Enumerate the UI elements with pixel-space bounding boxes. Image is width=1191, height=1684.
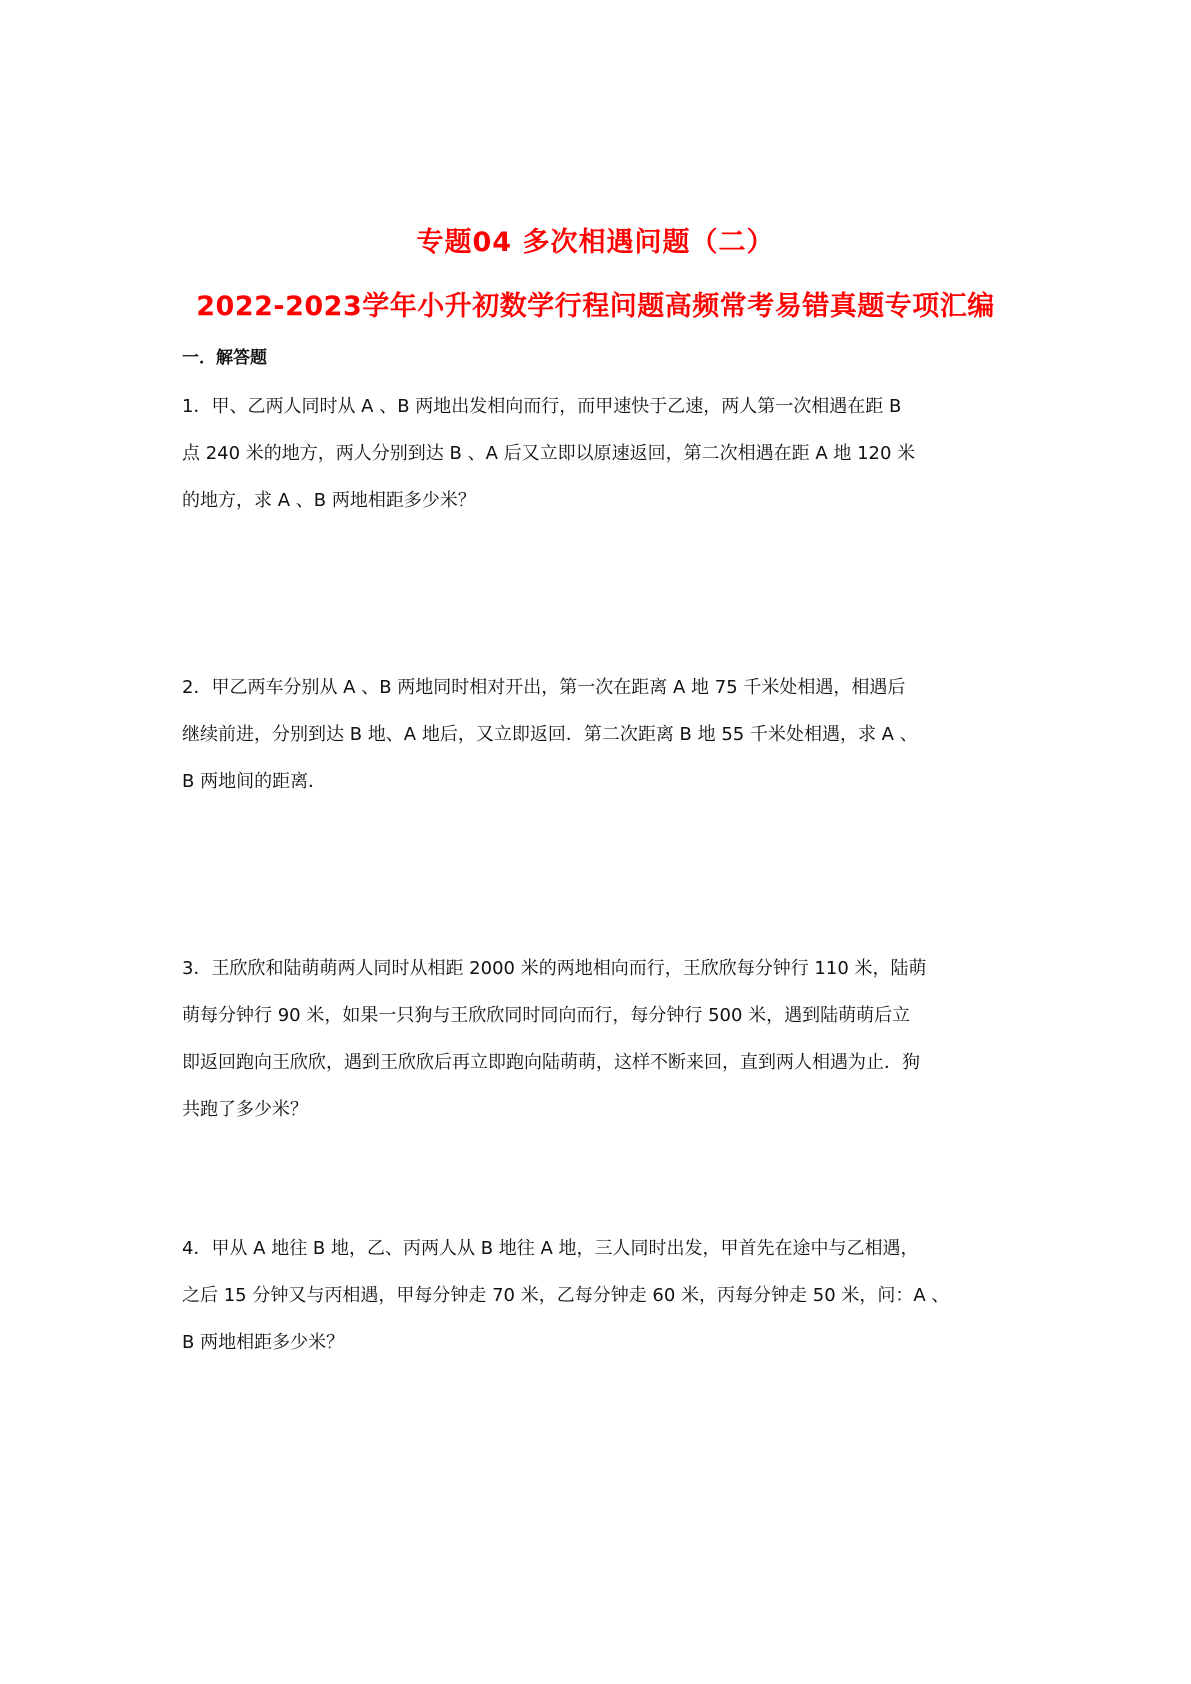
question-line: 1．甲、乙两人同时从 A 、B 两地出发相向而行，而甲速快于乙速，两人第一次相遇在距 B — [182, 396, 902, 417]
question-line: 的地方，求 A 、B 两地相距多少米？ — [182, 490, 476, 511]
question-line: 之后 15 分钟又与丙相遇，甲每分钟走 70 米，乙每分钟走 60 米，丙每分钟走 50 米，问：A 、 — [182, 1285, 950, 1306]
section-heading: 一．解答题 — [182, 348, 267, 368]
question-line: 2．甲乙两车分别从 A 、B 两地同时相对开出，第一次在距离 A 地 75 千米处相遇，相遇后 — [182, 677, 906, 698]
question-line: 即返回跑向王欣欣，遇到王欣欣后再立即跑向陆萌萌，这样不断来回，直到两人相遇为止．狗 — [182, 1052, 920, 1073]
question-line: B 两地相距多少米？ — [182, 1332, 345, 1353]
question-4 — [182, 1225, 1020, 1366]
question-2 — [182, 664, 1020, 805]
question-3 — [182, 945, 1020, 1133]
document-title: 专题04 多次相遇问题（二） — [416, 227, 775, 258]
question-line: 4．甲从 A 地往 B 地，乙、丙两人从 B 地往 A 地，三人同时出发，甲首先在途中与乙相遇， — [182, 1238, 919, 1259]
question-line: B 两地间的距离． — [182, 771, 327, 792]
question-line: 共跑了多少米？ — [182, 1099, 308, 1120]
question-line: 继续前进，分别到达 B 地、A 地后，又立即返回．第二次距离 B 地 55 千米处相遇，求 A 、 — [182, 724, 918, 745]
document-subtitle: 2022-2023学年小升初数学行程问题高频常考易错真题专项汇编 — [196, 291, 995, 322]
question-line: 萌每分钟行 90 米，如果一只狗与王欣欣同时同向而行，每分钟行 500 米，遇到陆萌萌后立 — [182, 1005, 911, 1026]
question-line: 3．王欣欣和陆萌萌两人同时从相距 2000 米的两地相向而行，王欣欣每分钟行 110 米，陆萌 — [182, 958, 927, 979]
question-line: 点 240 米的地方，两人分别到达 B 、A 后又立即以原速返回，第二次相遇在距 A 地 120 米 — [182, 443, 916, 464]
question-1 — [182, 383, 1020, 524]
